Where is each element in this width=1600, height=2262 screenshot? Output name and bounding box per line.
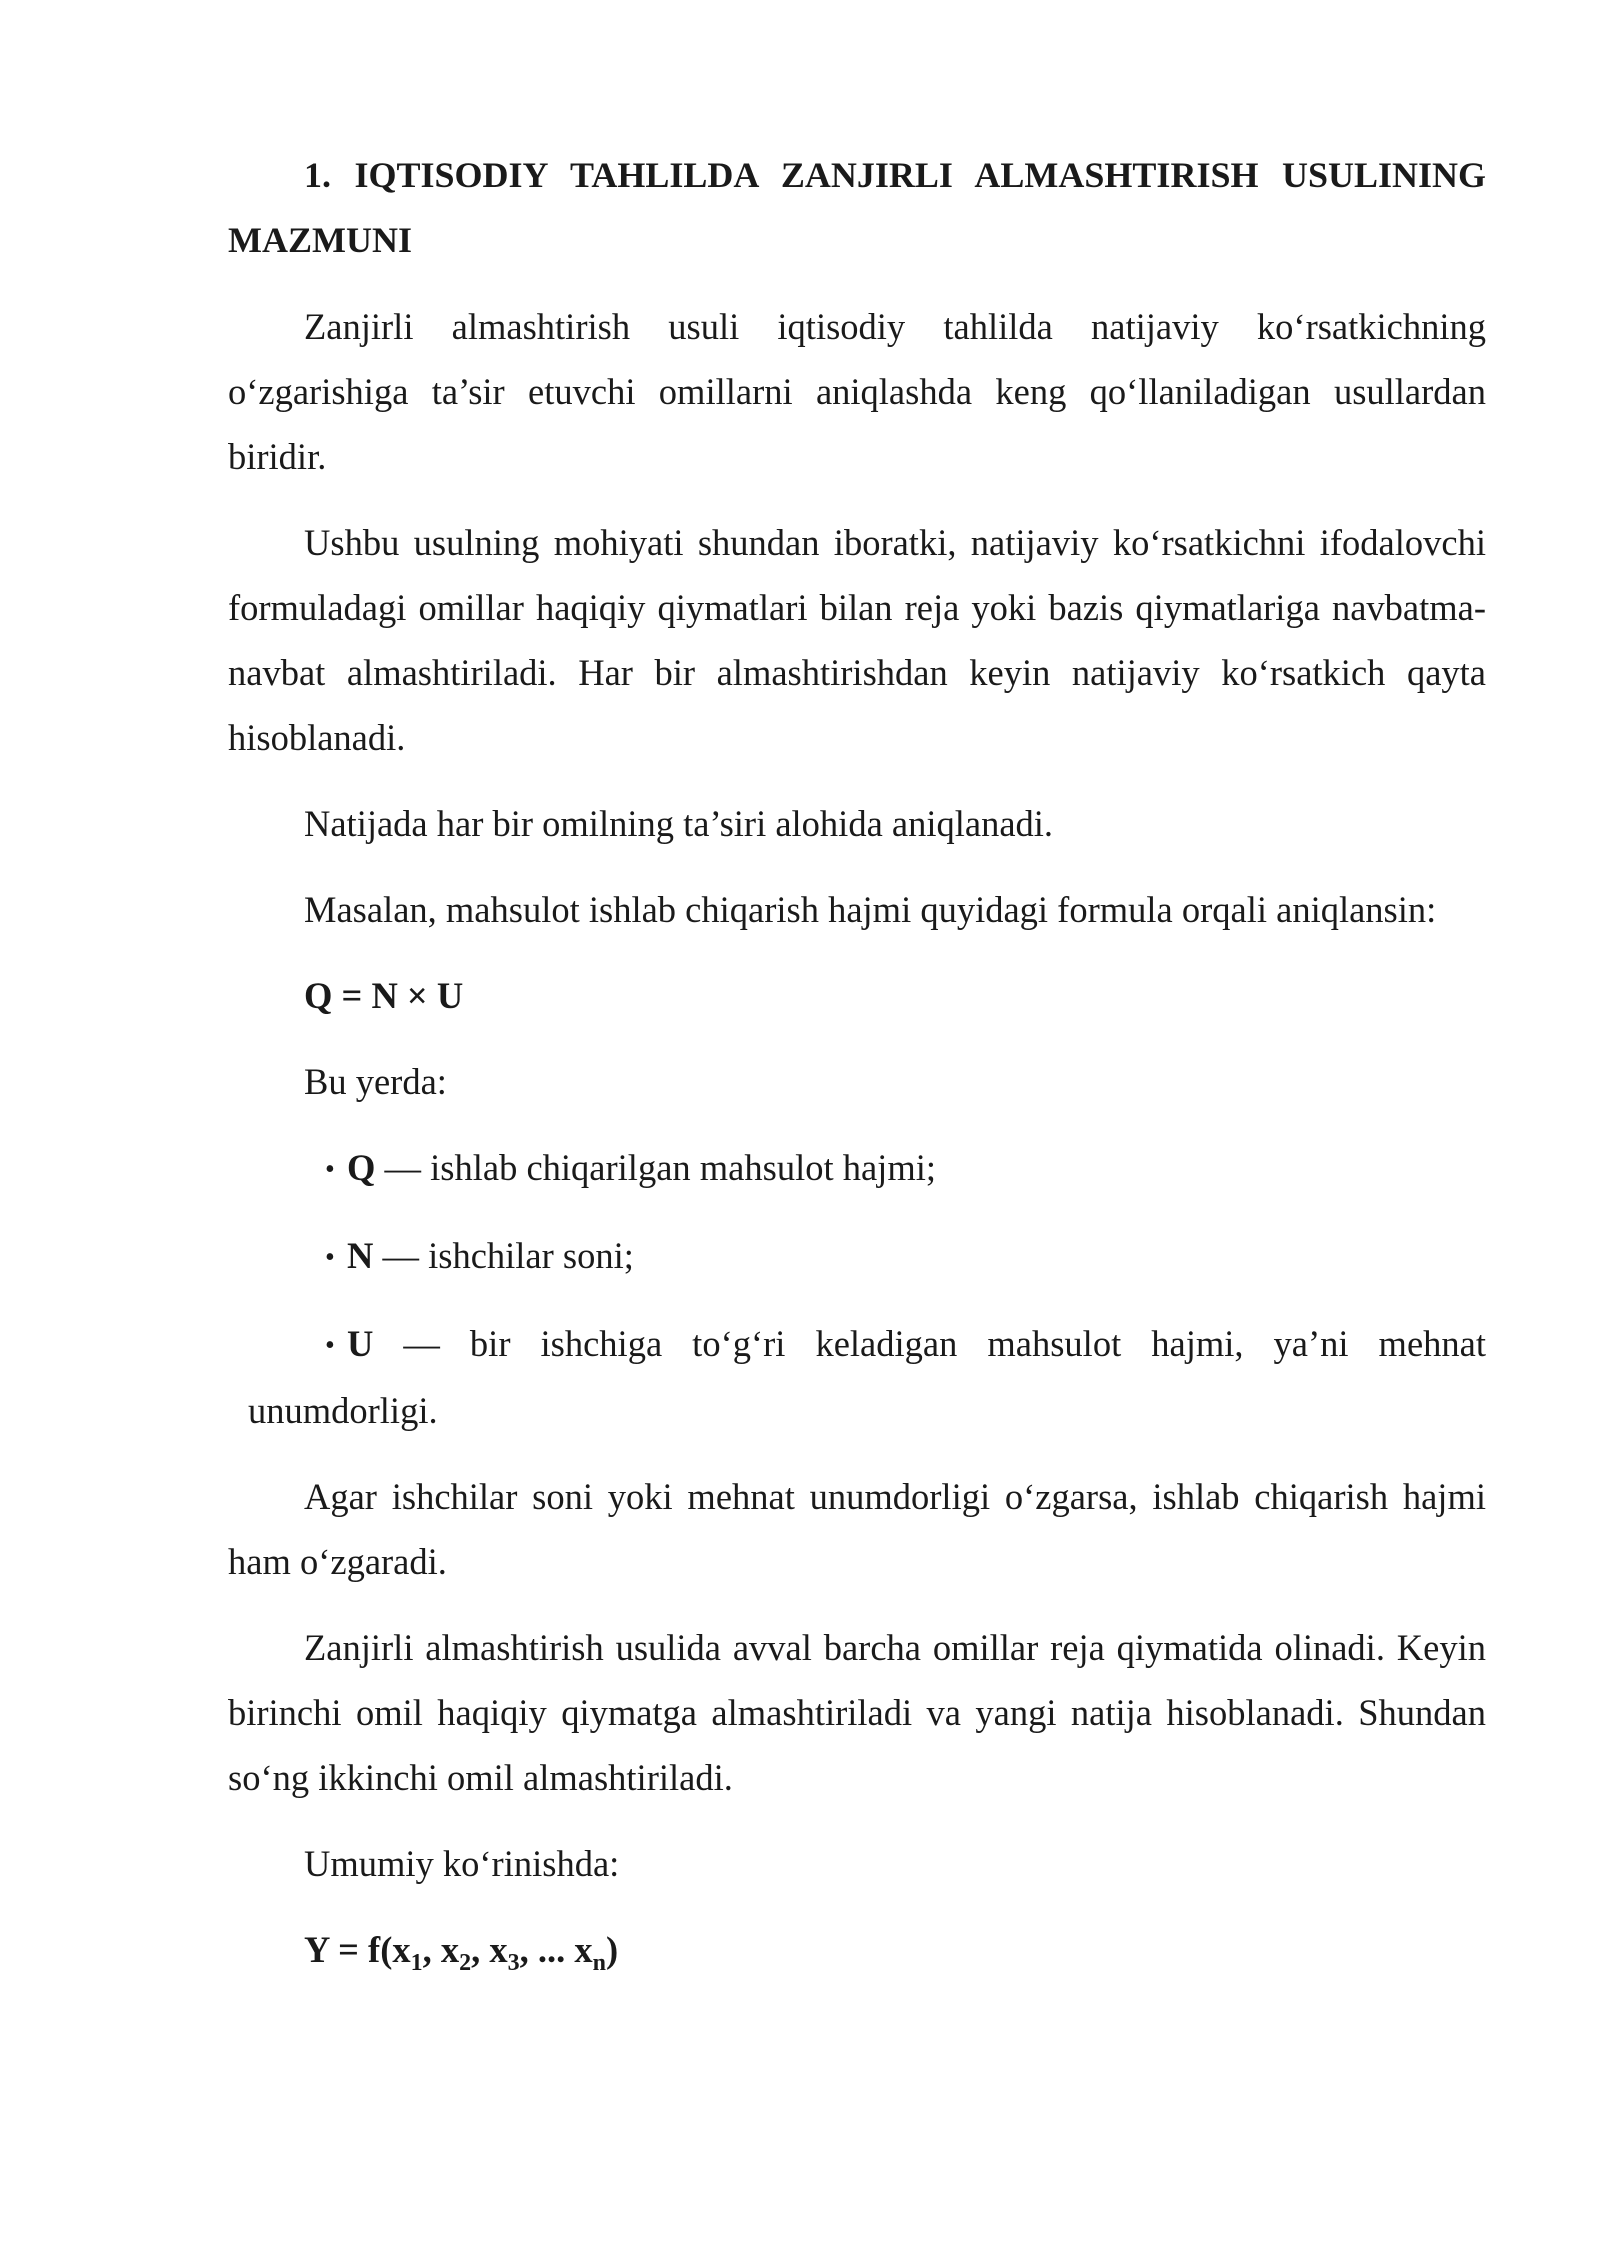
paragraph-general-form: Umumiy ko‘rinishda: (304, 1843, 620, 1884)
list-item (228, 1135, 1486, 1202)
list-item-symbol: Q (347, 1147, 376, 1188)
formula-y-sep2: , x (471, 1929, 508, 1970)
section-heading: 1. IQTISODIY TAHLILDA ZANJIRLI ALMASHTIRISH USULINING MAZMUNI (228, 155, 1486, 260)
formula-y-suffix: ) (605, 1929, 619, 1970)
list-item-text: — ishlab chiqarilgan mahsulot hajmi; (375, 1147, 936, 1188)
formula-y-sep1: , x (422, 1929, 460, 1970)
paragraph-example: Masalan, mahsulot ishlab chiqarish hajmi quyidagi formula orqali aniqlansin: (304, 889, 1437, 930)
formula-y-prefix: Y = f(x (304, 1929, 411, 1970)
list-item-symbol: U (347, 1323, 374, 1364)
bullet-icon: • (325, 1330, 335, 1361)
list-item (228, 1311, 1486, 1443)
definition-list (228, 1135, 1486, 1443)
formula-y-sep3: , ... x (519, 1929, 593, 1970)
formula-y-sub1: 1 (410, 1950, 423, 1976)
list-item-symbol: N (347, 1235, 374, 1276)
list-item (228, 1223, 1486, 1290)
bullet-icon: • (325, 1242, 335, 1273)
paragraph-essence: Ushbu usulning mohiyati shundan iboratki, natijaviy ko‘rsatkichni ifodalovchi formuladagi omillar haqiqiy qiymatlari bilan reja yoki bazis qiymatlariga navbatma-navbat almashtiriladi. Har bir almashtirishdan keyin natijaviy ko‘rsatkich qayta hisoblanadi. (228, 522, 1486, 758)
document-content (228, 143, 1486, 2003)
paragraph-intro: Zanjirli almashtirish usuli iqtisodiy tahlilda natijaviy ko‘rsatkichning o‘zgarishiga ta’sir etuvchi omillarni aniqlashda keng qo‘llaniladigan usullardan biridir. (228, 306, 1486, 477)
paragraph-procedure: Zanjirli almashtirish usulida avval barcha omillar reja qiymatida olinadi. Keyin birinchi omil haqiqiy qiymatga almashtiriladi va yangi natija hisoblanadi. Shundan so‘ng ikkinchi omil almashtiriladi. (228, 1627, 1486, 1798)
bullet-icon: • (325, 1154, 335, 1185)
paragraph-result: Natijada har bir omilning ta’siri alohida aniqlanadi. (304, 803, 1054, 844)
list-item-text: — ishchilar soni; (373, 1235, 634, 1276)
list-item-text: — bir ishchiga to‘g‘ri keladigan mahsulot hajmi, ya’ni mehnat unumdorligi. (248, 1323, 1486, 1431)
formula-y (228, 1917, 1486, 1982)
formula-y-sub3: 3 (507, 1950, 520, 1976)
formula-y-subn: n (592, 1950, 606, 1976)
paragraph-change: Agar ishchilar soni yoki mehnat unumdorligi o‘zgarsa, ishlab chiqarish hajmi ham o‘zgaradi. (228, 1476, 1486, 1582)
formula-q: Q = N × U (304, 975, 464, 1016)
formula-y-sub2: 2 (459, 1950, 472, 1976)
paragraph-where: Bu yerda: (304, 1061, 447, 1102)
